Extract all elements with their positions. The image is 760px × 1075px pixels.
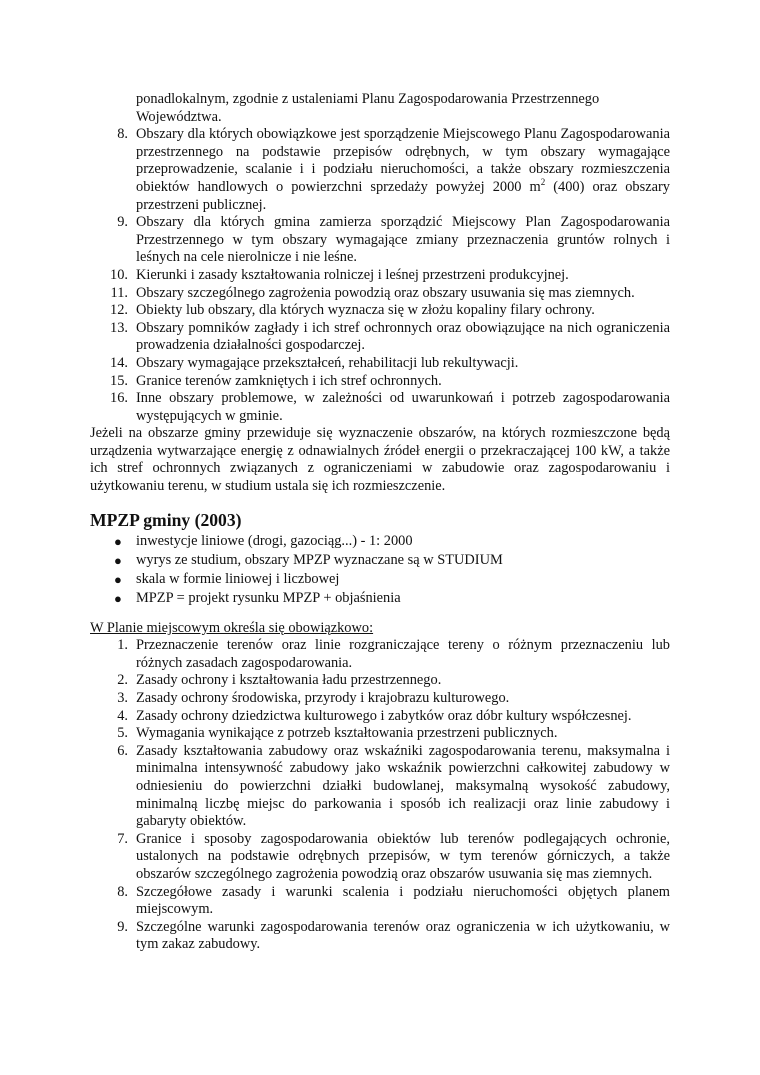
list-item-text: Obszary pomników zagłady i ich stref ochronnych oraz obowiązujące na nich ograniczenia prowadzenia działalności gospodarczej. (136, 319, 670, 354)
list-item-text: Obszary wymagające przekształceń, rehabilitacji lub rekultywacji. (136, 354, 519, 371)
plan-list (90, 637, 670, 954)
list-item-number: 4. (117, 707, 128, 724)
document-body (90, 91, 670, 954)
list-item (90, 126, 670, 214)
list-item (90, 373, 670, 391)
superscript: 2 (540, 176, 546, 187)
list-item-number: 14. (110, 354, 128, 371)
list-item (90, 831, 670, 884)
underlined-heading: W Planie miejscowym określa się obowiązkowo: (90, 619, 374, 636)
bullet-item (90, 589, 670, 608)
list-item-number: 1. (117, 637, 128, 654)
list-item-number: 13. (110, 319, 128, 336)
list-item (90, 214, 670, 267)
bullet-item (90, 570, 670, 589)
list-item-number: 9. (117, 214, 128, 231)
list-item-text: Wymagania wynikające z potrzeb kształtowania przestrzeni publicznych. (136, 725, 558, 742)
list-item (90, 743, 670, 831)
list-item-text: Obszary szczególnego zagrożenia powodzią oraz obszary usuwania się mas ziemnych. (136, 284, 635, 301)
list-item-number: 8. (117, 126, 128, 143)
list-item-number: 7. (117, 830, 128, 847)
list-item-number: 2. (117, 672, 128, 689)
list-item-text: Kierunki i zasady kształtowania rolniczej i leśnej przestrzeni produkcyjnej. (136, 266, 569, 283)
bullet-list (90, 532, 670, 608)
list-item-text: Zasady ochrony i kształtowania ładu przestrzennego. (136, 672, 442, 689)
bullet-text: MPZP = projekt rysunku MPZP + objaśnienia (136, 589, 401, 606)
list-item-number: 6. (117, 742, 128, 759)
list-item-text: Obszary dla których gmina zamierza sporządzić Miejscowy Plan Zagospodarowania Przestrzennego w tym obszary wymagające zmiany przeznaczenia gruntów rolnych i leśnych na cele nierolnicze i nie leśne. (136, 214, 670, 266)
list-item (90, 690, 670, 708)
list-item (90, 725, 670, 743)
section-title: MPZP gminy (2003) (90, 509, 242, 530)
bullet-icon: ● (114, 571, 122, 587)
list-item-text: Zasady ochrony dziedzictwa kulturowego i zabytków oraz dóbr kultury współczesnej. (136, 707, 632, 724)
list-item-text: Granice i sposoby zagospodarowania obiektów lub terenów podlegających ochronie, ustalonych na podstawie odrębnych przepisów, w tym terenów górniczych, a także obszarów szczególnego zagrożenia powodzią oraz obszarów usuwania się mas ziemnych. (136, 830, 670, 882)
list-item (90, 285, 670, 303)
list-item-number: 15. (110, 372, 128, 389)
bullet-icon: ● (114, 533, 122, 549)
bullet-icon: ● (114, 552, 122, 568)
list-item-text: Zasady kształtowania zabudowy oraz wskaźniki zagospodarowania terenu, maksymalna i minimalna intensywność zabudowy jako wskaźnik powierzchni całkowitej zabudowy w odniesieniu do powierzchni działki budowlanej, maksymalną wysokość zabudowy, minimalną liczbę miejsc do parkowania i sposób ich realizacji oraz linie zabudowy i gabaryty obiektów. (136, 742, 670, 830)
studium-list (90, 126, 670, 425)
list-item (90, 672, 670, 690)
bullet-item (90, 551, 670, 570)
list-item (90, 708, 670, 726)
list-item-text: Inne obszary problemowe, w zależności od uwarunkowań i potrzeb zagospodarowania występujących w gminie. (136, 390, 670, 424)
list-item-number: 3. (117, 690, 128, 707)
list-item-text: Przeznaczenie terenów oraz linie rozgraniczające tereny o różnym przeznaczeniu lub różnych zasadach zagospodarowania. (136, 637, 670, 671)
list-item-text: Obszary dla których obowiązkowe jest sporządzenie Miejscowego Planu Zagospodarowania przestrzennego na podstawie przepisów odrębnych, w tym obszary wymagające przeprowadzenie, scalanie i i podziału nieruchomości, a także obszary rozmieszczenia obiektów handlowych o powierzchni sprzedaży powyżej 2000 m (136, 126, 670, 195)
list-item (90, 637, 670, 672)
continuation-line-1: ponadlokalnym, zgodnie z ustaleniami Planu Zagospodarowania Przestrzennego (136, 91, 600, 107)
bullet-icon: ● (114, 590, 122, 606)
list-item-number: 9. (117, 918, 128, 935)
list-item-text: Zasady ochrony środowiska, przyrody i krajobrazu kulturowego. (136, 690, 510, 707)
list-item-number: 16. (110, 390, 128, 407)
list-item-number: 10. (110, 266, 128, 283)
list-item-text: Szczegółowe zasady i warunki scalenia i podziału nieruchomości objętych planem miejscowym. (136, 883, 670, 918)
bullet-text: wyrys ze studium, obszary MPZP wyznaczane są w STUDIUM (136, 551, 503, 568)
list-item (90, 884, 670, 919)
list-item-text: Granice terenów zamkniętych i ich stref ochronnych. (136, 372, 442, 389)
list-item-number: 11. (110, 284, 128, 301)
bullet-text: inwestycje liniowe (drogi, gazociąg...) - 1: 2000 (136, 532, 413, 549)
list-item-number: 8. (117, 883, 128, 900)
list-item-text: Szczególne warunki zagospodarowania terenów oraz ograniczenia w ich użytkowaniu, w tym zakaz zabudowy. (136, 918, 670, 953)
list-item (90, 390, 670, 425)
list-item-text-tail: (400) oraz obszary przestrzeni publicznej. (136, 178, 670, 213)
list-item (90, 355, 670, 373)
energy-paragraph: Jeżeli na obszarze gminy przewiduje się wyznaczenie obszarów, na których rozmieszczone będą urządzenia wytwarzające energię z odnawialnych źródeł energii o przekraczającej 100 kW, a także ich stref ochronnych związanych z ograniczeniami w zabudowie oraz zagospodarowaniu i użytkowaniu terenu, w studium ustala się ich rozmieszczenie. (90, 425, 670, 495)
list-item-number: 5. (117, 725, 128, 742)
list-item-number: 12. (110, 302, 128, 319)
bullet-text: skala w formie liniowej i liczbowej (136, 570, 340, 587)
list-item (90, 919, 670, 954)
bullet-item (90, 532, 670, 551)
continuation-line-2: Województwa. (136, 108, 222, 125)
list-item-text: Obiekty lub obszary, dla których wyznacza się w złożu kopaliny filary ochrony. (136, 302, 595, 319)
list-item (90, 267, 670, 285)
list-item (90, 320, 670, 355)
list-item (90, 302, 670, 320)
